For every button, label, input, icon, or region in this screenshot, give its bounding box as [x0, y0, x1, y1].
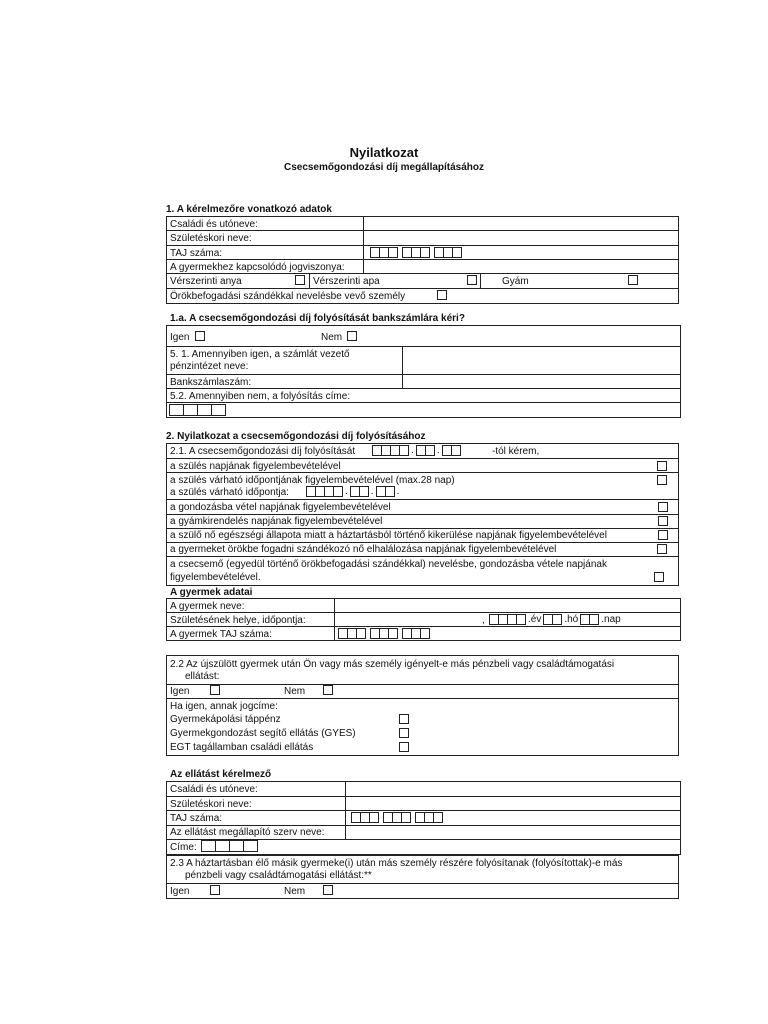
applicant-address-label: Címe:	[170, 842, 197, 853]
child-birth-comma: ,	[482, 615, 485, 626]
applicant-heading: Az ellátást kérelmező	[170, 769, 272, 780]
day-label: .nap	[601, 614, 621, 625]
child-heading: A gyermek adatai	[170, 587, 253, 598]
other-benefit-question-2: ellátást:	[185, 671, 220, 682]
checkbox-birth-day[interactable]	[657, 461, 667, 471]
sibling-benefit-yes-label: Igen	[170, 886, 190, 897]
checkbox-mother[interactable]	[295, 275, 305, 285]
bank-yes-label: Igen	[170, 332, 190, 343]
option-infant-custody-2: figyelembevételével.	[170, 572, 261, 583]
checkbox-guardian[interactable]	[628, 275, 638, 285]
option-health-leave: a szülő nő egészségi állapota miatt a háztartásból történő kikerülése napjának figyelembevételével	[170, 530, 607, 541]
checkbox-sick-pay[interactable]	[399, 714, 409, 724]
sibling-benefit-yes-checkbox[interactable]	[210, 885, 220, 895]
checkbox-gyes[interactable]	[399, 728, 409, 738]
applicant-name-label: Családi és utóneve:	[170, 784, 258, 795]
other-benefit-question-1: 2.2 Az újszülött gyermek után Ön vagy más személy igényelt-e más pénzbeli vagy családtámogatási	[170, 659, 615, 670]
authority-name-label: Az ellátást megállapító szerv neve:	[170, 827, 325, 838]
field-label-relation: A gyermekhez kapcsolódó jogviszonya:	[170, 262, 345, 273]
payment-start-text: 2.1. A csecsemőgondozási díj folyósítását	[170, 446, 356, 457]
bank-no-checkbox[interactable]	[347, 331, 357, 341]
child-birth-date-input[interactable]	[489, 614, 621, 625]
field-label-name: Családi és utóneve:	[170, 219, 258, 230]
other-benefit-yes-label: Igen	[170, 686, 190, 697]
option-label-guardian: Gyám	[502, 276, 529, 287]
applicant-address-input[interactable]	[201, 840, 258, 852]
benefit-option-gyes: Gyermekgondozást segítő ellátás (GYES)	[170, 728, 356, 739]
applicant-birth-name-label: Születéskori neve:	[170, 799, 252, 810]
option-expected-birth: a szülés várható időpontjának figyelembevételével (max.28 nap)	[170, 475, 455, 486]
sibling-benefit-no-label: Nem	[284, 886, 306, 897]
payment-start-suffix: -tól kérem,	[492, 446, 540, 457]
other-benefit-yes-checkbox[interactable]	[210, 685, 220, 695]
month-label: .hó	[564, 614, 579, 625]
sibling-benefit-question-1: 2.3 A háztartásban élő másik gyermeke(i) után más személy részére folyósítanak (folyósítottak)-e más	[170, 858, 623, 869]
checkbox-custody-day[interactable]	[658, 502, 668, 512]
child-birth-label: Születésének helye, időpontja:	[170, 615, 306, 626]
sibling-benefit-question-2: pénzbeli vagy családtámogatási ellátást:**	[185, 870, 372, 881]
sibling-benefit-no-checkbox[interactable]	[323, 885, 333, 895]
benefit-option-eea: EGT tagállamban családi ellátás	[170, 742, 314, 753]
bank-account-label: Bankszámlaszám:	[170, 377, 252, 388]
checkbox-infant-custody[interactable]	[654, 572, 664, 582]
section2-heading: 2. Nyilatkozat a csecsemőgondozási díj folyósításához	[166, 431, 426, 442]
option-label-mother: Vérszerinti anya	[170, 276, 242, 287]
option-birth-day: a szülés napjának figyelembevételével	[170, 461, 341, 472]
benefit-type-label: Ha igen, annak jogcíme:	[170, 701, 278, 712]
payment-start-date-input[interactable]: . .	[372, 445, 461, 456]
payment-address-input[interactable]	[169, 404, 226, 416]
page-title: Nyilatkozat	[349, 145, 419, 160]
option-adoptive-death: a gyermeket örökbe fogadni szándékozó nő elhalálozása napjának figyelembevételével	[170, 544, 557, 555]
option-label-father: Vérszerinti apa	[313, 276, 380, 287]
page-subtitle: Csecsemőgondozási díj megállapításához	[283, 162, 485, 173]
bank-name-label-2: pénzintézet neve:	[170, 361, 249, 372]
other-benefit-no-label: Nem	[284, 686, 306, 697]
payment-address-label: 5.2. Amennyiben nem, a folyósítás címe:	[170, 391, 351, 402]
bank-no-label: Nem	[321, 332, 343, 343]
expected-birth-date-label: a szülés várható időpontja:	[170, 487, 289, 498]
other-benefit-no-checkbox[interactable]	[323, 685, 333, 695]
bank-yes-checkbox[interactable]	[195, 331, 205, 341]
child-name-label: A gyermek neve:	[170, 601, 245, 612]
child-taj-input[interactable]	[338, 628, 430, 639]
option-infant-custody: a csecsemő (egyedül történő örökbefogadási szándékkal) nevelésbe, gondozásba vétele napjának	[170, 559, 607, 570]
expected-birth-date-input[interactable]: . . .	[306, 486, 399, 497]
child-taj-label: A gyermek TAJ száma:	[170, 629, 272, 640]
applicant-taj-input[interactable]	[351, 812, 443, 823]
applicant-taj-label: TAJ száma:	[170, 813, 223, 824]
taj-number-input[interactable]	[370, 247, 462, 258]
section1a-heading: 1.a. A csecsemőgondozási díj folyósítását bankszámlára kéri?	[170, 313, 465, 324]
section1-heading: 1. A kérelmezőre vonatkozó adatok	[166, 204, 332, 215]
checkbox-adoptive-death[interactable]	[657, 544, 667, 554]
option-label-adoptive: Örökbefogadási szándékkal nevelésbe vevő személy	[170, 291, 406, 302]
year-label: .év	[528, 614, 542, 625]
checkbox-expected-birth[interactable]	[657, 475, 667, 485]
field-label-taj: TAJ száma:	[170, 248, 223, 259]
checkbox-adoptive[interactable]	[437, 290, 447, 300]
field-label-birth-name: Születéskori neve:	[170, 233, 252, 244]
option-guardian-day: a gyámkirendelés napjának figyelembevételével	[170, 516, 383, 527]
checkbox-father[interactable]	[467, 275, 477, 285]
checkbox-health-leave[interactable]	[658, 530, 668, 540]
checkbox-guardian-day[interactable]	[658, 516, 668, 526]
checkbox-eea[interactable]	[399, 742, 409, 752]
option-custody-day: a gondozásba vétel napjának figyelembevételével	[170, 502, 391, 513]
benefit-option-sick-pay: Gyermekápolási táppénz	[170, 714, 281, 725]
bank-name-label-1: 5. 1. Amennyiben igen, a számlát vezető	[170, 349, 350, 360]
